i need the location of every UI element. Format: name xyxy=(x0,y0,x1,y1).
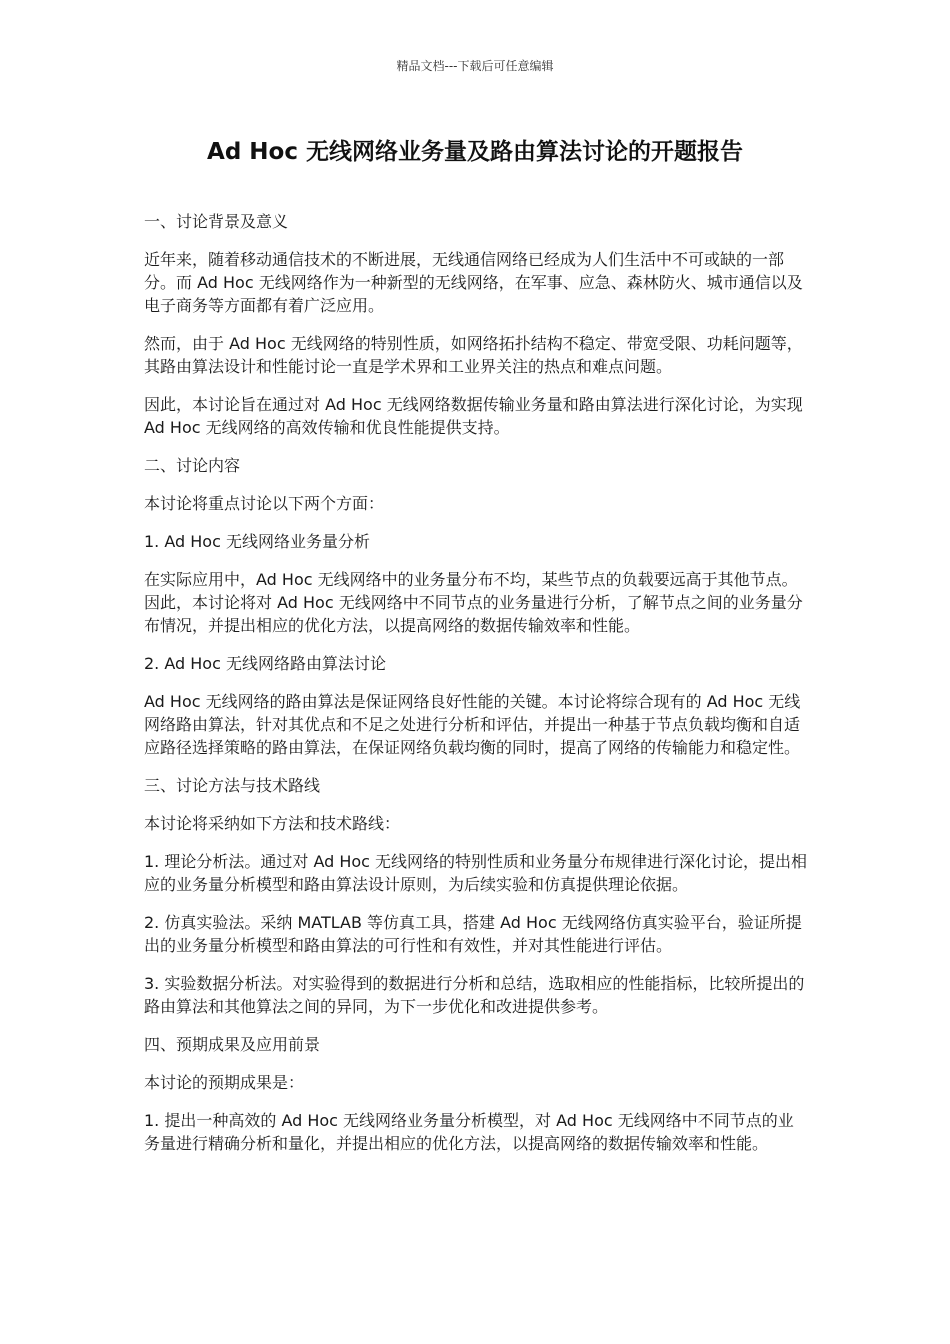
list-item-simulation: 2. 仿真实验法。采纳 MATLAB 等仿真工具，搭建 Ad Hoc 无线网络仿真实验平台，验证所提出的业务量分析模型和路由算法的可行性和有效性，并对其性能进行评估。 xyxy=(144,913,802,955)
section-heading-background: 一、讨论背景及意义 xyxy=(144,212,289,231)
subheading-routing-algorithm: 2. Ad Hoc 无线网络路由算法讨论 xyxy=(144,654,386,673)
section-heading-outcomes: 四、预期成果及应用前景 xyxy=(144,1035,321,1054)
paragraph-outcomes-intro: 本讨论的预期成果是： xyxy=(144,1073,305,1092)
page-header: 精品文档---下载后可任意编辑 xyxy=(396,59,554,73)
paragraph-background-purpose: 因此，本讨论旨在通过对 Ad Hoc 无线网络数据传输业务量和路由算法进行深化讨论，为实现 Ad Hoc 无线网络的高效传输和优良性能提供支持。 xyxy=(144,395,803,437)
document-title: Ad Hoc 无线网络业务量及路由算法讨论的开题报告 xyxy=(207,139,743,165)
list-item-outcome-1: 1. 提出一种高效的 Ad Hoc 无线网络业务量分析模型，对 Ad Hoc 无线网络中不同节点的业务量进行精确分析和量化，并提出相应的优化方法，以提高网络的数据传输效率和性能。 xyxy=(144,1111,794,1153)
paragraph-traffic-analysis: 在实际应用中，Ad Hoc 无线网络中的业务量分布不均，某些节点的负载要远高于其他节点。因此，本讨论将对 Ad Hoc 无线网络中不同节点的业务量进行分析，了解节点之间的业务量分布情况，并提出相应的优化方法，以提高网络的数据传输效率和性能。 xyxy=(144,570,803,635)
subheading-traffic-analysis: 1. Ad Hoc 无线网络业务量分析 xyxy=(144,532,370,551)
section-heading-methods: 三、讨论方法与技术路线 xyxy=(144,776,321,795)
document-body xyxy=(144,210,808,1170)
paragraph-routing-algorithm: Ad Hoc 无线网络的路由算法是保证网络良好性能的关键。本讨论将综合现有的 Ad Hoc 无线网络路由算法，针对其优点和不足之处进行分析和评估，并提出一种基于节点负载均衡和自适应路径选择策略的路由算法，在保证网络负载均衡的同时，提高了网络的传输能力和稳定性。 xyxy=(144,692,801,757)
paragraph-content-intro: 本讨论将重点讨论以下两个方面： xyxy=(144,494,385,513)
paragraph-methods-intro: 本讨论将采纳如下方法和技术路线： xyxy=(144,814,401,833)
list-item-data-analysis: 3. 实验数据分析法。对实验得到的数据进行分析和总结，选取相应的性能指标，比较所提出的路由算法和其他算法之间的异同，为下一步优化和改进提供参考。 xyxy=(144,974,805,1016)
section-heading-content: 二、讨论内容 xyxy=(144,456,241,475)
list-item-theory: 1. 理论分析法。通过对 Ad Hoc 无线网络的特别性质和业务量分布规律进行深化讨论，提出相应的业务量分析模型和路由算法设计原则，为后续实验和仿真提供理论依据。 xyxy=(144,852,808,894)
paragraph-background-problem: 然而，由于 Ad Hoc 无线网络的特别性质，如网络拓扑结构不稳定、带宽受限、功耗问题等，其路由算法设计和性能讨论一直是学术界和工业界关注的热点和难点问题。 xyxy=(144,334,803,376)
paragraph-background-intro: 近年来，随着移动通信技术的不断进展，无线通信网络已经成为人们生活中不可或缺的一部分。而 Ad Hoc 无线网络作为一种新型的无线网络，在军事、应急、森林防火、城市通信以及电子商务等方面都有着广泛应用。 xyxy=(144,250,803,315)
